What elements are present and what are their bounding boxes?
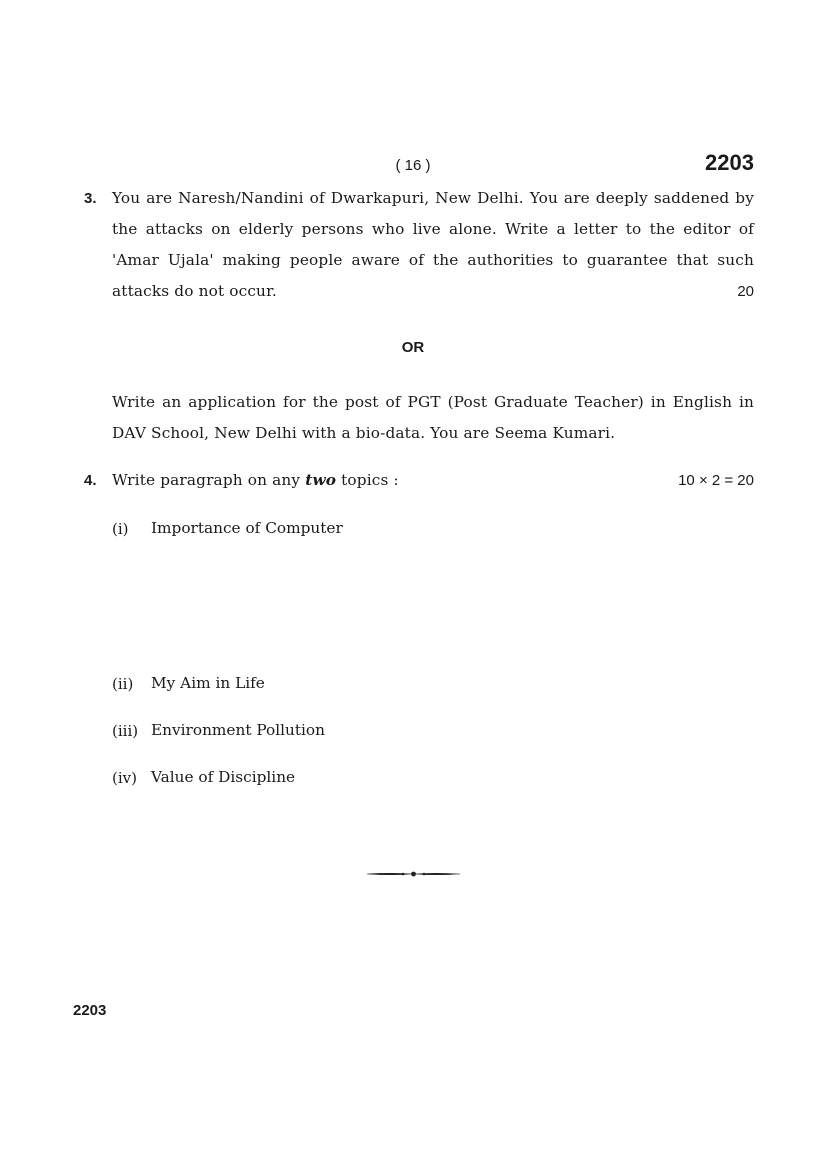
question-3-alternative-text: Write an application for the post of PGT (Post Graduate Teacher) in English in DAV School, New Delhi with a bio-data. You are Seema Kumari. [112,393,754,442]
topic-number: (iii) [112,722,139,740]
question-4-prompt [112,465,399,496]
question-3-text: You are Naresh/Nandini of Dwarkapuri, New Delhi. You are deeply saddened by the attacks on elderly persons who live alone. Write a letter to the editor of 'Amar Ujala' making people aware of the authorities to guarantee that such attacks do not occur. [112,189,754,300]
topic-number: (ii) [112,675,134,693]
or-separator: OR [401,339,425,356]
end-ornament-icon [366,868,461,880]
topic-text: My Aim in Life [151,674,265,692]
topic-number: (i) [112,520,129,538]
question-4-number: 4. [84,472,97,489]
topic-text: Importance of Computer [151,519,343,537]
topic-text: Value of Discipline [151,768,296,786]
question-4-prompt-start: Write paragraph on any [112,471,306,489]
question-4-marks: 10 × 2 = 20 [678,472,754,489]
paper-code-footer: 2203 [73,1002,107,1019]
question-4-prompt-emphasis: two [305,471,337,489]
page-number: ( 16 ) [395,157,431,174]
paper-code-header: 2203 [705,150,754,175]
topic-text: Environment Pollution [151,721,325,739]
topic-number: (iv) [112,769,137,787]
question-3-marks: 20 [737,283,754,300]
question-3-number: 3. [84,190,97,207]
question-4-prompt-end: topics : [336,471,399,489]
